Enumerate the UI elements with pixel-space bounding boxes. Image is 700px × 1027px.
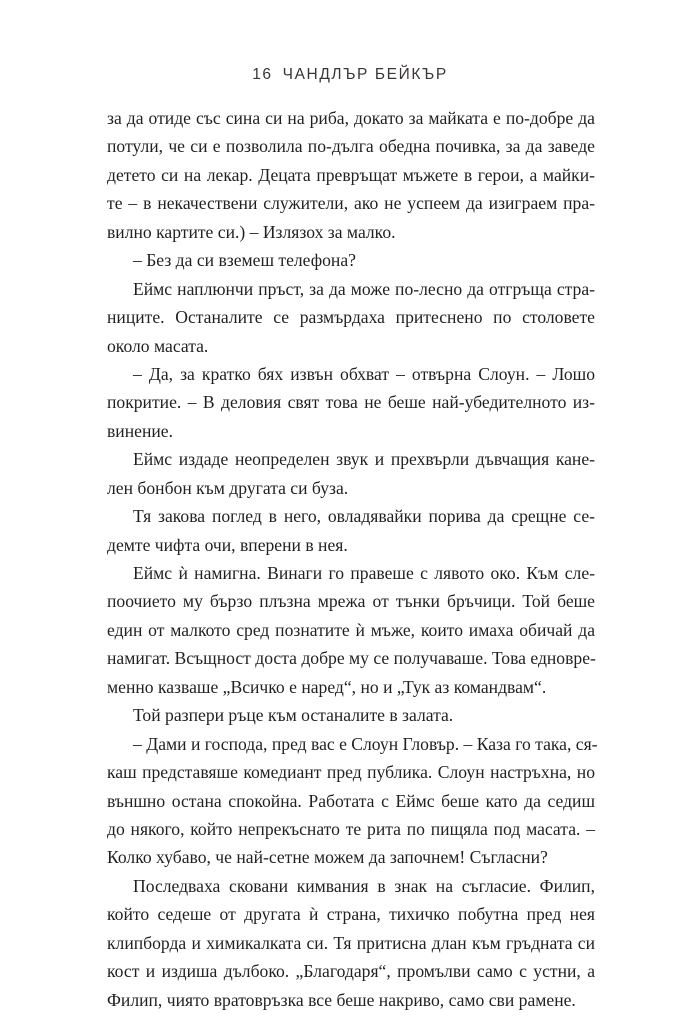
text-line: Еймс наплюнчи пръст, за да може по-лесно да отгръща стра- xyxy=(133,278,595,299)
author-name: ЧАНДЛЪР БЕЙКЪР xyxy=(282,66,448,83)
page-number: 16 xyxy=(252,66,273,83)
text-line: каш представяше комедиант пред публика. Слоун настръхна, но xyxy=(107,762,595,783)
paragraph xyxy=(107,559,595,701)
paragraph xyxy=(107,701,595,729)
paragraph xyxy=(107,104,595,246)
text-line: винение. xyxy=(107,420,173,441)
text-line: – Да, за кратко бях извън обхват – отвърна Слоун. – Лошо xyxy=(133,363,595,384)
text-line: те – в некачествени служители, ако не успеем да изиграем пра- xyxy=(107,193,595,214)
paragraph xyxy=(107,872,595,1014)
body-text xyxy=(107,104,598,1014)
text-line: – Дами и господа, пред вас е Слоун Гловър. – Каза го така, ся- xyxy=(133,733,598,754)
text-line: – Без да си вземеш телефона? xyxy=(133,250,356,271)
text-line: покритие. – В деловия свят това не беше най-убедителното из- xyxy=(107,392,595,413)
text-line: кост и издиша дълбоко. „Благодаря“, промълви само с устни, а xyxy=(107,961,595,982)
text-line: Тя закова поглед в него, овладявайки порива да срещне се- xyxy=(133,506,595,527)
text-line: един от малкото сред познатите ѝ мъже, които имаха обичай да xyxy=(107,619,595,640)
running-header xyxy=(120,66,580,84)
text-line: външно остана спокойна. Работата с Еймс беше като да седиш xyxy=(107,790,595,811)
text-line: който седеше от другата ѝ страна, тихичко побутна пред нея xyxy=(107,904,595,925)
text-line: Той разпери ръце към останалите в залата. xyxy=(133,705,454,726)
text-line: до някого, който непрекъснато те рита по пищяла под масата. – xyxy=(107,818,595,839)
text-line: за да отиде със сина си на риба, докато за майката е по-добре да xyxy=(107,108,595,128)
text-line: Еймс ѝ намигна. Винаги го правеше с лявото око. Към сле- xyxy=(133,563,595,583)
paragraph xyxy=(107,246,595,274)
paragraph xyxy=(107,360,595,445)
text-line: Последваха сковани кимвания в знак на съгласие. Филип, xyxy=(133,875,595,896)
text-line: Колко хубаво, че най-сетне можем да започнем! Съгласни? xyxy=(107,847,548,868)
paragraph xyxy=(107,730,598,872)
text-line: поочието му бързо плъзна мрежа от тънки бръчици. Той беше xyxy=(107,591,595,612)
text-line: клипборда и химикалката си. Тя притисна длан към гръдната си xyxy=(107,932,595,953)
text-line: Еймс издаде неопределен звук и прехвърли дъвчащия кане- xyxy=(133,449,595,470)
text-line: вилно картите си.) – Излязох за малко. xyxy=(107,221,396,242)
text-line: менно казваше „Всичко е наред“, но и „Тук аз командвам“. xyxy=(107,676,547,697)
text-line: Филип, чиято вратовръзка все беше накриво, само сви рамене. xyxy=(107,989,576,1010)
paragraph xyxy=(107,445,595,502)
text-line: ниците. Останалите се размърдаха притеснено по столовете xyxy=(107,307,595,328)
text-line: детето си на лекар. Децата превръщат мъжете в герои, а майки- xyxy=(107,164,595,185)
text-line: демте чифта очи, вперени в нея. xyxy=(107,534,348,555)
text-line: намигат. Всъщност доста добре му се получаваше. Това едновре- xyxy=(107,648,596,669)
paragraph xyxy=(107,502,595,559)
text-line: потули, че си е позволила по-дълга обедна почивка, за да заведе xyxy=(107,136,595,157)
paragraph xyxy=(107,275,595,360)
text-line: лен бонбон към другата си буза. xyxy=(107,477,349,498)
text-line: около масата. xyxy=(107,335,209,356)
